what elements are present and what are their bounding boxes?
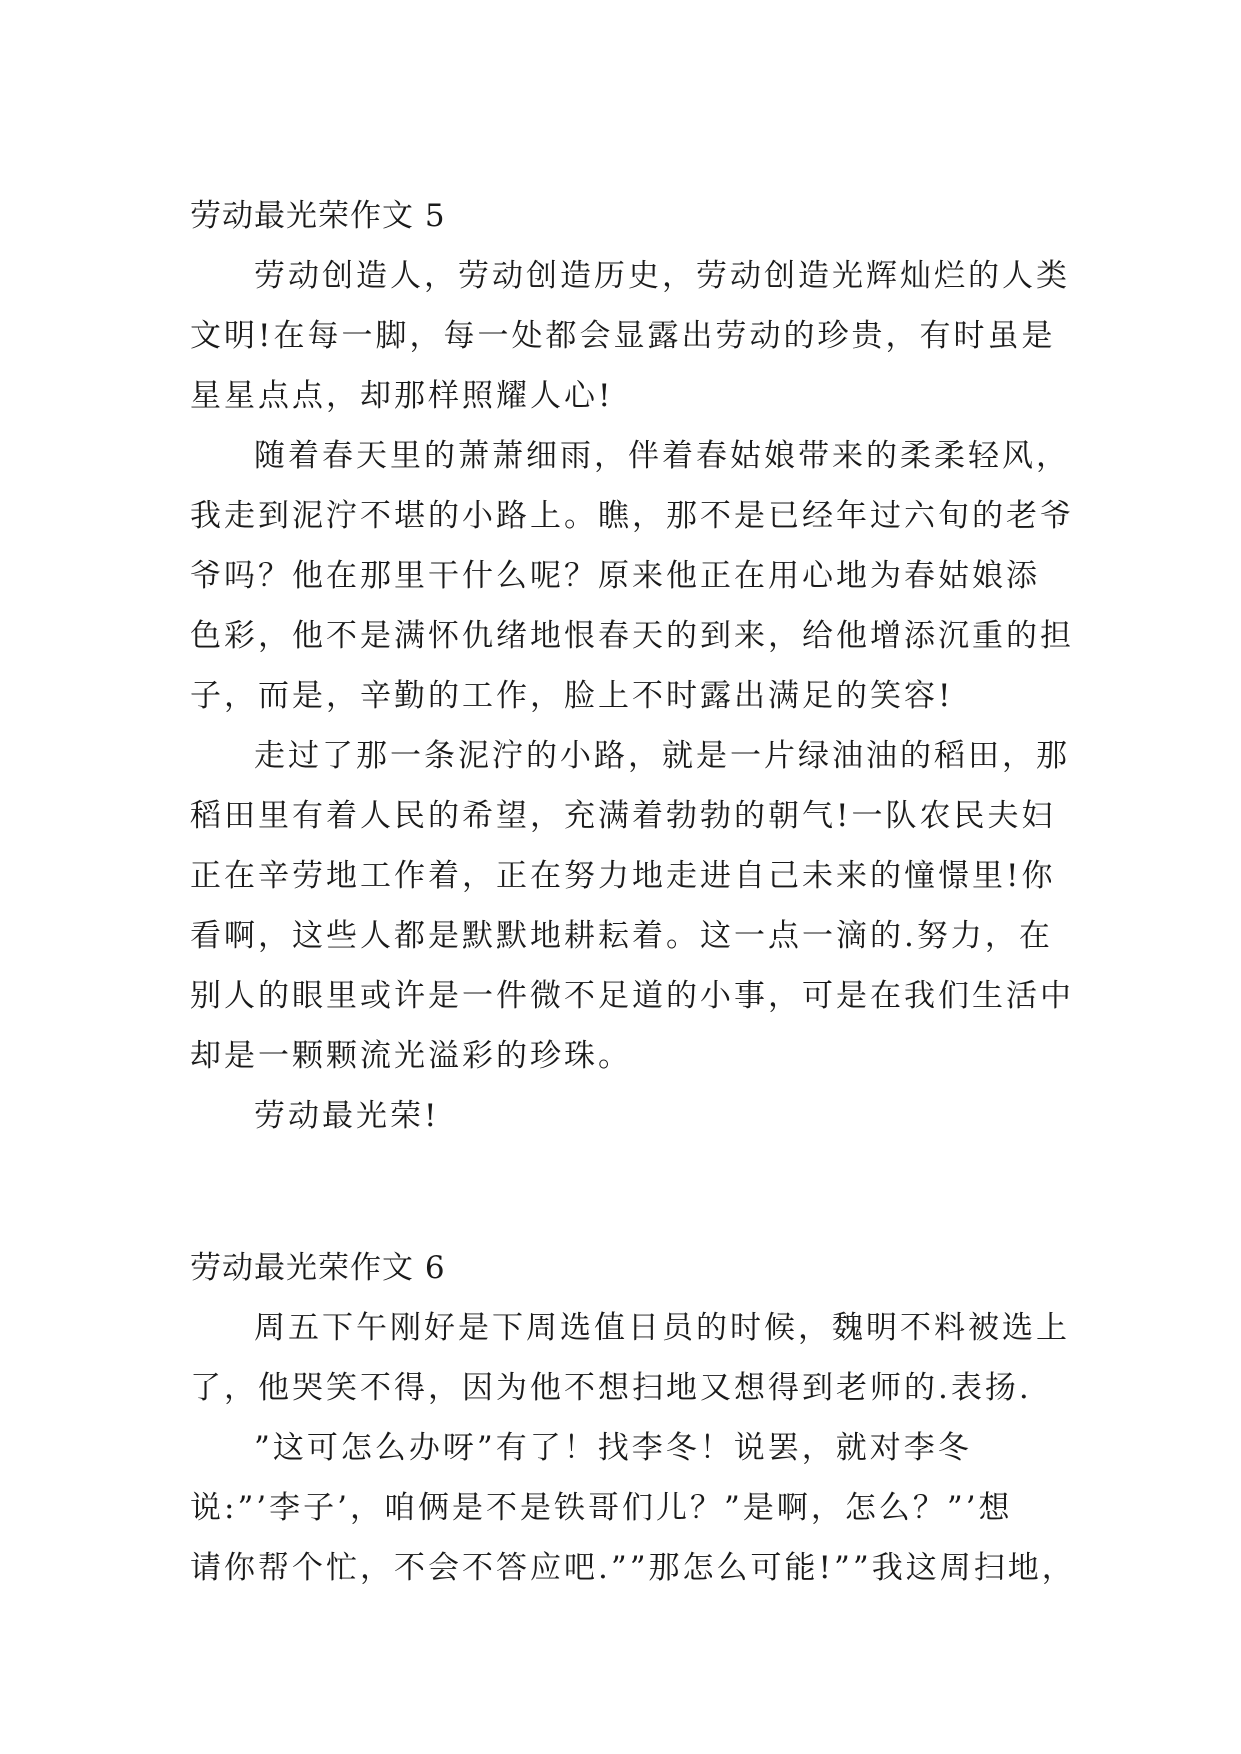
essay-5-line: 色彩，他不是满怀仇绪地恨春天的到来，给他增添沉重的担 — [190, 618, 1074, 654]
essay-5-line: 随着春天里的萧萧细雨，伴着春姑娘带来的柔柔轻风， — [254, 438, 1070, 474]
essay-5-line: 正在辛劳地工作着，正在努力地走进自己未来的憧憬里!你 — [190, 858, 1056, 894]
essay-6-line: 了，他哭笑不得，因为他不想扫地又想得到老师的.表扬. — [190, 1370, 1032, 1406]
essay-6-line: 说:”’李子’，咱俩是不是铁哥们儿？”是啊，怎么？”’想 — [190, 1490, 1013, 1526]
essay-5-title: 劳动最光荣作文 5 — [190, 198, 446, 234]
essay-5-line: 却是一颗颗流光溢彩的珍珠。 — [190, 1038, 632, 1074]
document-content — [190, 186, 1076, 1598]
essay-5-line: 我走到泥泞不堪的小路上。瞧，那不是已经年过六旬的老爷 — [190, 498, 1074, 534]
essay-5-line: 看啊，这些人都是默默地耕耘着。这一点一滴的.努力，在 — [190, 918, 1053, 954]
essay-6-line: 周五下午刚好是下周选值日员的时候，魏明不料被选上 — [254, 1310, 1070, 1346]
section-gap — [190, 1146, 1050, 1238]
essay-6-line: ”这可怎么办呀”有了！找李冬！说罢，就对李冬 — [254, 1430, 972, 1466]
essay-5-line: 星星点点，却那样照耀人心! — [190, 378, 614, 414]
essay-5-line: 劳动最光荣! — [254, 1098, 440, 1134]
essay-6-title: 劳动最光荣作文 6 — [190, 1250, 446, 1286]
essay-6-line: 请你帮个忙，不会不答应吧.””那怎么可能!””我这周扫地， — [190, 1550, 1076, 1586]
essay-5-line: 文明!在每一脚，每一处都会显露出劳动的珍贵，有时虽是 — [190, 318, 1056, 354]
essay-5-line: 走过了那一条泥泞的小路，就是一片绿油油的稻田，那 — [254, 738, 1070, 774]
essay-5-line: 子，而是，辛勤的工作，脸上不时露出满足的笑容! — [190, 678, 954, 714]
essay-5-line: 爷吗？他在那里干什么呢？原来他正在用心地为春姑娘添 — [190, 558, 1040, 594]
essay-5-line: 劳动创造人，劳动创造历史，劳动创造光辉灿烂的人类 — [254, 258, 1070, 294]
essay-5-line: 稻田里有着人民的希望，充满着勃勃的朝气!一队农民夫妇 — [190, 798, 1056, 834]
essay-5-line: 别人的眼里或许是一件微不足道的小事，可是在我们生活中 — [190, 978, 1074, 1014]
